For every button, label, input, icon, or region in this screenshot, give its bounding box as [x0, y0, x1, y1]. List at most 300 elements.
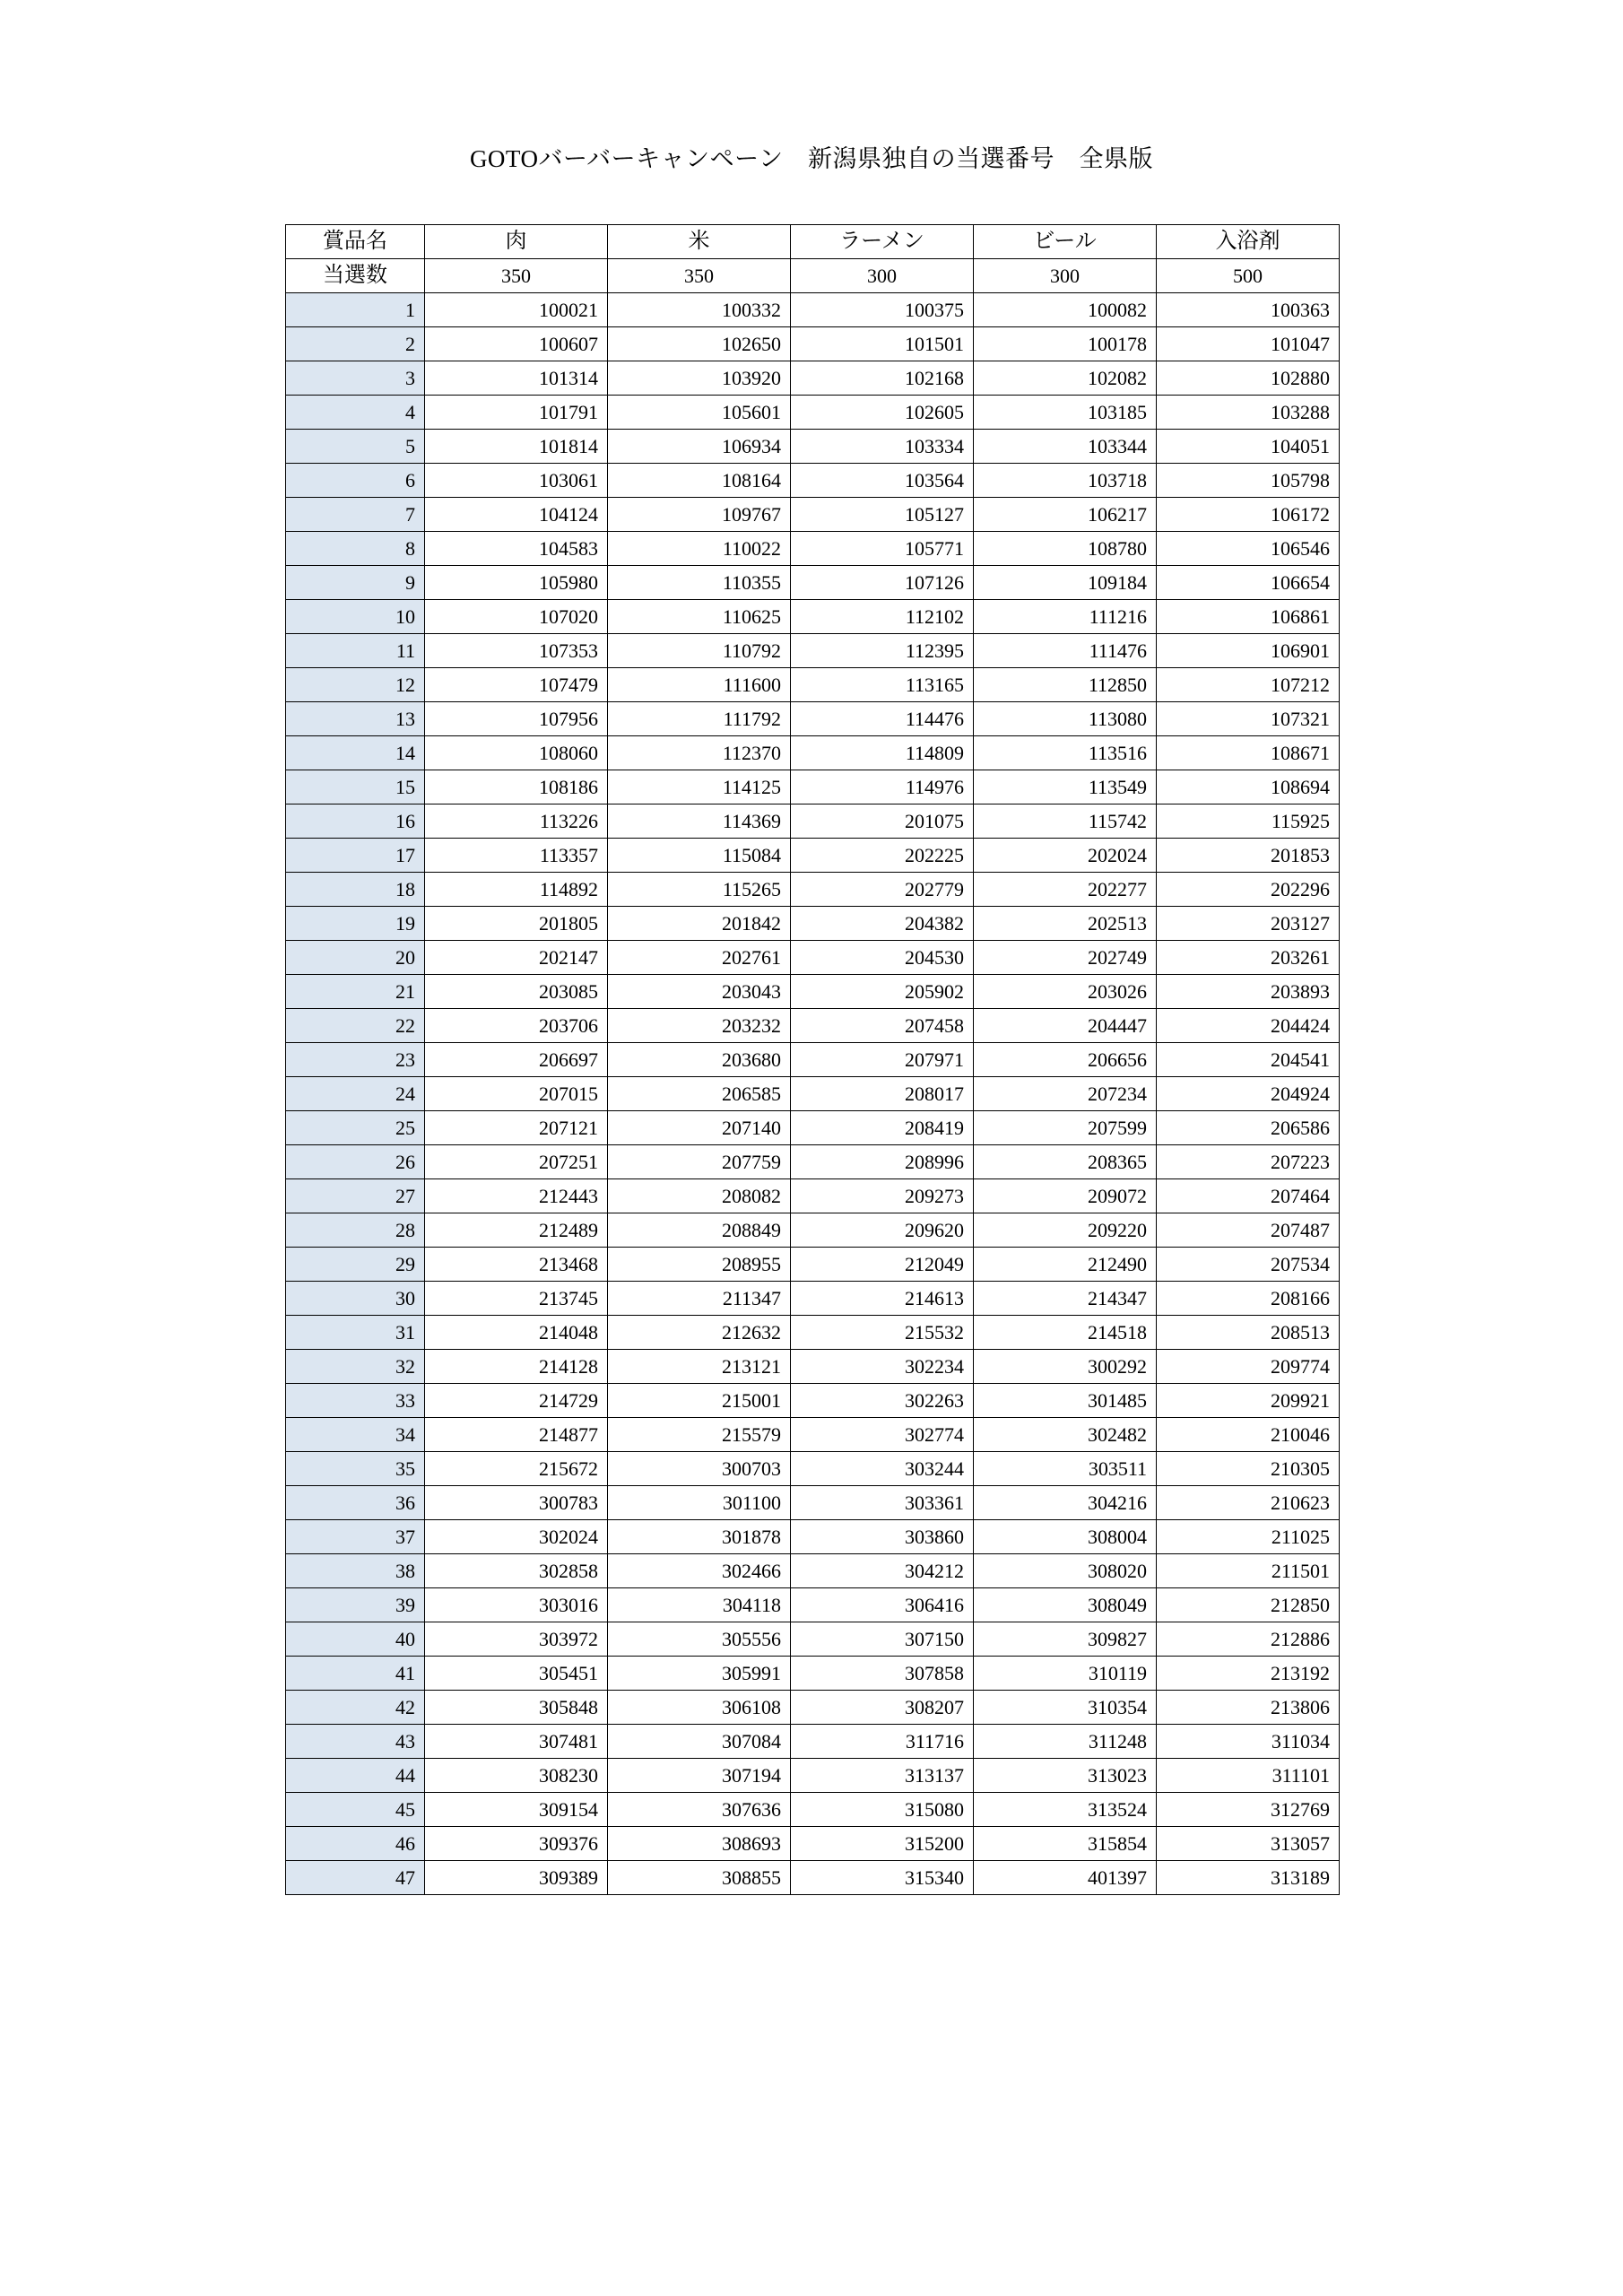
table-row [286, 464, 1340, 498]
table-row [286, 600, 1340, 634]
winning-number-cell: 101791 [425, 396, 608, 430]
winning-number-cell: 214518 [974, 1316, 1157, 1350]
winning-number-cell: 311248 [974, 1725, 1157, 1759]
row-number: 40 [286, 1622, 425, 1657]
winning-number-cell: 101814 [425, 430, 608, 464]
winning-number-cell: 107479 [425, 668, 608, 702]
count-meat: 350 [425, 259, 608, 293]
winning-number-cell: 207121 [425, 1111, 608, 1145]
winning-number-cell: 212632 [608, 1316, 791, 1350]
winning-number-cell: 106934 [608, 430, 791, 464]
winning-number-cell: 113165 [791, 668, 974, 702]
row-number: 8 [286, 532, 425, 566]
winning-number-cell: 207464 [1157, 1179, 1340, 1213]
table-row [286, 1486, 1340, 1520]
winning-number-cell: 108186 [425, 770, 608, 804]
winning-number-cell: 208996 [791, 1145, 974, 1179]
winning-number-cell: 302234 [791, 1350, 974, 1384]
winning-number-cell: 104124 [425, 498, 608, 532]
winning-number-cell: 113516 [974, 736, 1157, 770]
winning-number-cell: 308230 [425, 1759, 608, 1793]
row-number: 33 [286, 1384, 425, 1418]
winning-number-cell: 307636 [608, 1793, 791, 1827]
winning-number-cell: 106901 [1157, 634, 1340, 668]
table-row [286, 1145, 1340, 1179]
winning-number-cell: 208419 [791, 1111, 974, 1145]
row-number: 10 [286, 600, 425, 634]
table-row [286, 1418, 1340, 1452]
winning-number-cell: 207223 [1157, 1145, 1340, 1179]
winning-number-cell: 106546 [1157, 532, 1340, 566]
winning-number-cell: 208849 [608, 1213, 791, 1248]
row-number: 38 [286, 1554, 425, 1588]
table-row [286, 1657, 1340, 1691]
winning-number-cell: 204424 [1157, 1009, 1340, 1043]
winning-number-cell: 303244 [791, 1452, 974, 1486]
row-number: 18 [286, 873, 425, 907]
winning-number-cell: 309376 [425, 1827, 608, 1861]
winning-number-cell: 303361 [791, 1486, 974, 1520]
winning-number-cell: 106172 [1157, 498, 1340, 532]
winning-number-cell: 103061 [425, 464, 608, 498]
winning-number-cell: 301100 [608, 1486, 791, 1520]
winning-number-cell: 208513 [1157, 1316, 1340, 1350]
winning-number-cell: 204924 [1157, 1077, 1340, 1111]
winning-number-cell: 104051 [1157, 430, 1340, 464]
winning-number-cell: 303016 [425, 1588, 608, 1622]
winning-number-cell: 308693 [608, 1827, 791, 1861]
winning-number-cell: 102082 [974, 361, 1157, 396]
winning-number-cell: 107321 [1157, 702, 1340, 736]
winning-number-cell: 203232 [608, 1009, 791, 1043]
winning-number-cell: 112102 [791, 600, 974, 634]
winning-number-cell: 103185 [974, 396, 1157, 430]
winning-number-cell: 201842 [608, 907, 791, 941]
winning-number-cell: 112395 [791, 634, 974, 668]
winning-number-cell: 105601 [608, 396, 791, 430]
winning-number-cell: 107353 [425, 634, 608, 668]
winning-number-cell: 206656 [974, 1043, 1157, 1077]
winning-number-cell: 207458 [791, 1009, 974, 1043]
winning-number-cell: 108164 [608, 464, 791, 498]
winning-number-cell: 203680 [608, 1043, 791, 1077]
row-number: 12 [286, 668, 425, 702]
winning-number-cell: 214128 [425, 1350, 608, 1384]
winning-number-cell: 305991 [608, 1657, 791, 1691]
row-number: 9 [286, 566, 425, 600]
winning-number-cell: 212886 [1157, 1622, 1340, 1657]
winning-number-cell: 102168 [791, 361, 974, 396]
winning-number-cell: 206585 [608, 1077, 791, 1111]
winning-number-cell: 207251 [425, 1145, 608, 1179]
winning-number-cell: 302263 [791, 1384, 974, 1418]
table-row [286, 1384, 1340, 1418]
winning-number-cell: 107020 [425, 600, 608, 634]
row-number: 36 [286, 1486, 425, 1520]
winning-number-cell: 114809 [791, 736, 974, 770]
winning-number-cell: 201075 [791, 804, 974, 839]
winning-number-cell: 215579 [608, 1418, 791, 1452]
row-number: 15 [286, 770, 425, 804]
table-row [286, 1759, 1340, 1793]
winning-number-cell: 100363 [1157, 293, 1340, 327]
table-row [286, 1554, 1340, 1588]
winning-number-cell: 110355 [608, 566, 791, 600]
row-number: 16 [286, 804, 425, 839]
count-ramen: 300 [791, 259, 974, 293]
winning-number-cell: 103288 [1157, 396, 1340, 430]
winning-number-cell: 315854 [974, 1827, 1157, 1861]
table-row [286, 1691, 1340, 1725]
winning-number-cell: 202296 [1157, 873, 1340, 907]
row-number: 19 [286, 907, 425, 941]
table-row [286, 702, 1340, 736]
winning-number-cell: 213468 [425, 1248, 608, 1282]
winning-number-cell: 315200 [791, 1827, 974, 1861]
winning-number-cell: 311034 [1157, 1725, 1340, 1759]
winning-number-cell: 107212 [1157, 668, 1340, 702]
winning-number-cell: 303860 [791, 1520, 974, 1554]
winning-number-cell: 313057 [1157, 1827, 1340, 1861]
row-number: 4 [286, 396, 425, 430]
table-header-row [286, 225, 1340, 259]
row-number: 21 [286, 975, 425, 1009]
row-number: 32 [286, 1350, 425, 1384]
winning-number-cell: 207759 [608, 1145, 791, 1179]
winning-number-cell: 105771 [791, 532, 974, 566]
winning-number-cell: 212443 [425, 1179, 608, 1213]
winning-number-cell: 214613 [791, 1282, 974, 1316]
table-row [286, 668, 1340, 702]
winning-number-cell: 105127 [791, 498, 974, 532]
row-number: 27 [286, 1179, 425, 1213]
winning-number-cell: 102880 [1157, 361, 1340, 396]
row-number: 14 [286, 736, 425, 770]
row-number: 6 [286, 464, 425, 498]
table-row [286, 804, 1340, 839]
winning-number-cell: 213192 [1157, 1657, 1340, 1691]
row-number: 31 [286, 1316, 425, 1350]
winning-number-cell: 302774 [791, 1418, 974, 1452]
winning-number-cell: 115084 [608, 839, 791, 873]
winning-number-cell: 207971 [791, 1043, 974, 1077]
table-row [286, 396, 1340, 430]
winning-number-cell: 304212 [791, 1554, 974, 1588]
winning-number-cell: 209273 [791, 1179, 974, 1213]
winning-number-cell: 306416 [791, 1588, 974, 1622]
table-row [286, 1111, 1340, 1145]
winning-number-cell: 115265 [608, 873, 791, 907]
winning-number-cell: 203127 [1157, 907, 1340, 941]
table-row [286, 430, 1340, 464]
winning-number-cell: 206697 [425, 1043, 608, 1077]
winning-number-cell: 310119 [974, 1657, 1157, 1691]
winning-number-cell: 115925 [1157, 804, 1340, 839]
table-row [286, 532, 1340, 566]
winning-number-cell: 201805 [425, 907, 608, 941]
table-row [286, 1622, 1340, 1657]
row-number: 37 [286, 1520, 425, 1554]
winning-number-cell: 204541 [1157, 1043, 1340, 1077]
winning-number-cell: 212850 [1157, 1588, 1340, 1622]
winning-number-cell: 203706 [425, 1009, 608, 1043]
table-head [286, 225, 1340, 293]
winning-number-cell: 113549 [974, 770, 1157, 804]
table-row [286, 1282, 1340, 1316]
winning-number-cell: 311716 [791, 1725, 974, 1759]
winning-number-cell: 101501 [791, 327, 974, 361]
row-number: 45 [286, 1793, 425, 1827]
table-row [286, 1179, 1340, 1213]
winning-number-cell: 303972 [425, 1622, 608, 1657]
winning-number-cell: 202024 [974, 839, 1157, 873]
winning-number-cell: 302466 [608, 1554, 791, 1588]
table-row [286, 634, 1340, 668]
row-number: 22 [286, 1009, 425, 1043]
winning-number-cell: 307481 [425, 1725, 608, 1759]
winning-number-cell: 207534 [1157, 1248, 1340, 1282]
header-category-bath-salts: 入浴剤 [1157, 225, 1340, 259]
winning-number-cell: 302482 [974, 1418, 1157, 1452]
winning-number-cell: 213121 [608, 1350, 791, 1384]
winning-number-cell: 102605 [791, 396, 974, 430]
header-category-meat: 肉 [425, 225, 608, 259]
winning-number-cell: 208955 [608, 1248, 791, 1282]
table-row [286, 1793, 1340, 1827]
winning-number-cell: 106654 [1157, 566, 1340, 600]
winning-number-cell: 100607 [425, 327, 608, 361]
winning-number-cell: 206586 [1157, 1111, 1340, 1145]
winning-number-cell: 114892 [425, 873, 608, 907]
row-number: 20 [286, 941, 425, 975]
winning-number-cell: 307150 [791, 1622, 974, 1657]
winning-number-cell: 202225 [791, 839, 974, 873]
winning-number-cell: 213745 [425, 1282, 608, 1316]
row-number: 41 [286, 1657, 425, 1691]
row-number: 7 [286, 498, 425, 532]
row-number: 39 [286, 1588, 425, 1622]
table-row [286, 839, 1340, 873]
winning-number-cell: 108694 [1157, 770, 1340, 804]
winning-number-cell: 202749 [974, 941, 1157, 975]
winning-number-cell: 207234 [974, 1077, 1157, 1111]
table-row [286, 941, 1340, 975]
winning-number-cell: 100178 [974, 327, 1157, 361]
table-row [286, 1077, 1340, 1111]
row-number: 46 [286, 1827, 425, 1861]
winning-number-cell: 215001 [608, 1384, 791, 1418]
winning-number-cell: 103920 [608, 361, 791, 396]
winning-number-cell: 313524 [974, 1793, 1157, 1827]
winning-number-cell: 111600 [608, 668, 791, 702]
winning-number-cell: 312769 [1157, 1793, 1340, 1827]
winning-number-cell: 110022 [608, 532, 791, 566]
winning-number-cell: 103334 [791, 430, 974, 464]
winning-number-cell: 202779 [791, 873, 974, 907]
row-number: 43 [286, 1725, 425, 1759]
winning-number-cell: 305848 [425, 1691, 608, 1725]
winning-number-cell: 209921 [1157, 1384, 1340, 1418]
winning-number-cell: 210305 [1157, 1452, 1340, 1486]
table-row [286, 1213, 1340, 1248]
header-win-count: 当選数 [286, 259, 425, 293]
winning-number-cell: 214877 [425, 1418, 608, 1452]
table-row [286, 327, 1340, 361]
winning-number-cell: 204447 [974, 1009, 1157, 1043]
row-number: 3 [286, 361, 425, 396]
winning-number-cell: 307194 [608, 1759, 791, 1793]
winning-number-cell: 112370 [608, 736, 791, 770]
winning-number-cell: 202277 [974, 873, 1157, 907]
count-beer: 300 [974, 259, 1157, 293]
winning-number-cell: 208365 [974, 1145, 1157, 1179]
row-number: 2 [286, 327, 425, 361]
winning-number-cell: 209072 [974, 1179, 1157, 1213]
winning-number-cell: 208017 [791, 1077, 974, 1111]
winning-number-cell: 207599 [974, 1111, 1157, 1145]
winning-number-cell: 100082 [974, 293, 1157, 327]
winning-number-cell: 214347 [974, 1282, 1157, 1316]
row-number: 30 [286, 1282, 425, 1316]
winning-number-cell: 201853 [1157, 839, 1340, 873]
row-number: 29 [286, 1248, 425, 1282]
table-row [286, 566, 1340, 600]
table-body [286, 293, 1340, 1895]
winning-number-cell: 212489 [425, 1213, 608, 1248]
winning-number-cell: 306108 [608, 1691, 791, 1725]
table-row [286, 1588, 1340, 1622]
winning-number-cell: 209220 [974, 1213, 1157, 1248]
winning-number-cell: 210046 [1157, 1418, 1340, 1452]
winning-number-cell: 103718 [974, 464, 1157, 498]
row-number: 42 [286, 1691, 425, 1725]
table-row [286, 293, 1340, 327]
winning-number-cell: 114125 [608, 770, 791, 804]
table-row [286, 1350, 1340, 1384]
winning-number-cell: 203261 [1157, 941, 1340, 975]
row-number: 25 [286, 1111, 425, 1145]
winning-number-cell: 302858 [425, 1554, 608, 1588]
winning-number-cell: 100021 [425, 293, 608, 327]
table-row [286, 736, 1340, 770]
winning-number-cell: 215532 [791, 1316, 974, 1350]
winning-number-cell: 109184 [974, 566, 1157, 600]
winning-number-cell: 203085 [425, 975, 608, 1009]
winning-number-cell: 114476 [791, 702, 974, 736]
winning-number-cell: 113357 [425, 839, 608, 873]
table-row [286, 361, 1340, 396]
winning-number-cell: 115742 [974, 804, 1157, 839]
winning-number-cell: 113080 [974, 702, 1157, 736]
winning-number-cell: 100375 [791, 293, 974, 327]
winning-number-cell: 212490 [974, 1248, 1157, 1282]
table-row [286, 1725, 1340, 1759]
winning-number-cell: 309154 [425, 1793, 608, 1827]
row-number: 35 [286, 1452, 425, 1486]
winning-number-cell: 203026 [974, 975, 1157, 1009]
winning-number-cell: 105798 [1157, 464, 1340, 498]
winning-number-cell: 309827 [974, 1622, 1157, 1657]
winning-number-cell: 114976 [791, 770, 974, 804]
row-number: 28 [286, 1213, 425, 1248]
winning-number-cell: 313023 [974, 1759, 1157, 1793]
winning-number-cell: 203893 [1157, 975, 1340, 1009]
winning-number-cell: 202513 [974, 907, 1157, 941]
winning-number-cell: 215672 [425, 1452, 608, 1486]
winning-number-cell: 110625 [608, 600, 791, 634]
row-number: 23 [286, 1043, 425, 1077]
page-title: GOTOバーバーキャンペーン 新潟県独自の当選番号 全県版 [469, 145, 1154, 172]
winning-number-cell: 214048 [425, 1316, 608, 1350]
winning-number-cell: 308049 [974, 1588, 1157, 1622]
row-number: 47 [286, 1861, 425, 1895]
table-row [286, 1043, 1340, 1077]
header-category-ramen: ラーメン [791, 225, 974, 259]
winning-number-cell: 305451 [425, 1657, 608, 1691]
winning-number-cell: 207140 [608, 1111, 791, 1145]
header-prize-name: 賞品名 [286, 225, 425, 259]
winning-number-cell: 203043 [608, 975, 791, 1009]
winning-number-cell: 102650 [608, 327, 791, 361]
winning-number-cell: 205902 [791, 975, 974, 1009]
row-number: 1 [286, 293, 425, 327]
row-number: 34 [286, 1418, 425, 1452]
winning-number-cell: 112850 [974, 668, 1157, 702]
row-number: 13 [286, 702, 425, 736]
table-row [286, 1861, 1340, 1895]
winning-number-cell: 103344 [974, 430, 1157, 464]
row-number: 17 [286, 839, 425, 873]
row-number: 26 [286, 1145, 425, 1179]
winning-number-cell: 100332 [608, 293, 791, 327]
winning-number-cell: 307858 [791, 1657, 974, 1691]
winning-number-cell: 303511 [974, 1452, 1157, 1486]
header-category-beer: ビール [974, 225, 1157, 259]
winning-number-cell: 110792 [608, 634, 791, 668]
winning-number-cell: 309389 [425, 1861, 608, 1895]
winning-number-cell: 313189 [1157, 1861, 1340, 1895]
winning-number-cell: 308855 [608, 1861, 791, 1895]
winning-number-cell: 111476 [974, 634, 1157, 668]
winning-number-cell: 107126 [791, 566, 974, 600]
winning-number-cell: 307084 [608, 1725, 791, 1759]
winning-number-cell: 108780 [974, 532, 1157, 566]
winning-number-cell: 302024 [425, 1520, 608, 1554]
table-row [286, 1827, 1340, 1861]
table-row [286, 1520, 1340, 1554]
winning-number-cell: 301485 [974, 1384, 1157, 1418]
prize-table-container [285, 224, 1339, 1895]
winning-number-cell: 204382 [791, 907, 974, 941]
winning-number-cell: 300292 [974, 1350, 1157, 1384]
winning-numbers-table [285, 224, 1340, 1895]
table-count-row [286, 259, 1340, 293]
winning-number-cell: 308207 [791, 1691, 974, 1725]
winning-number-cell: 111792 [608, 702, 791, 736]
winning-number-cell: 209774 [1157, 1350, 1340, 1384]
winning-number-cell: 104583 [425, 532, 608, 566]
table-row [286, 873, 1340, 907]
winning-number-cell: 313137 [791, 1759, 974, 1793]
winning-number-cell: 113226 [425, 804, 608, 839]
winning-number-cell: 401397 [974, 1861, 1157, 1895]
winning-number-cell: 108060 [425, 736, 608, 770]
winning-number-cell: 213806 [1157, 1691, 1340, 1725]
winning-number-cell: 202761 [608, 941, 791, 975]
winning-number-cell: 108671 [1157, 736, 1340, 770]
row-number: 11 [286, 634, 425, 668]
winning-number-cell: 308020 [974, 1554, 1157, 1588]
